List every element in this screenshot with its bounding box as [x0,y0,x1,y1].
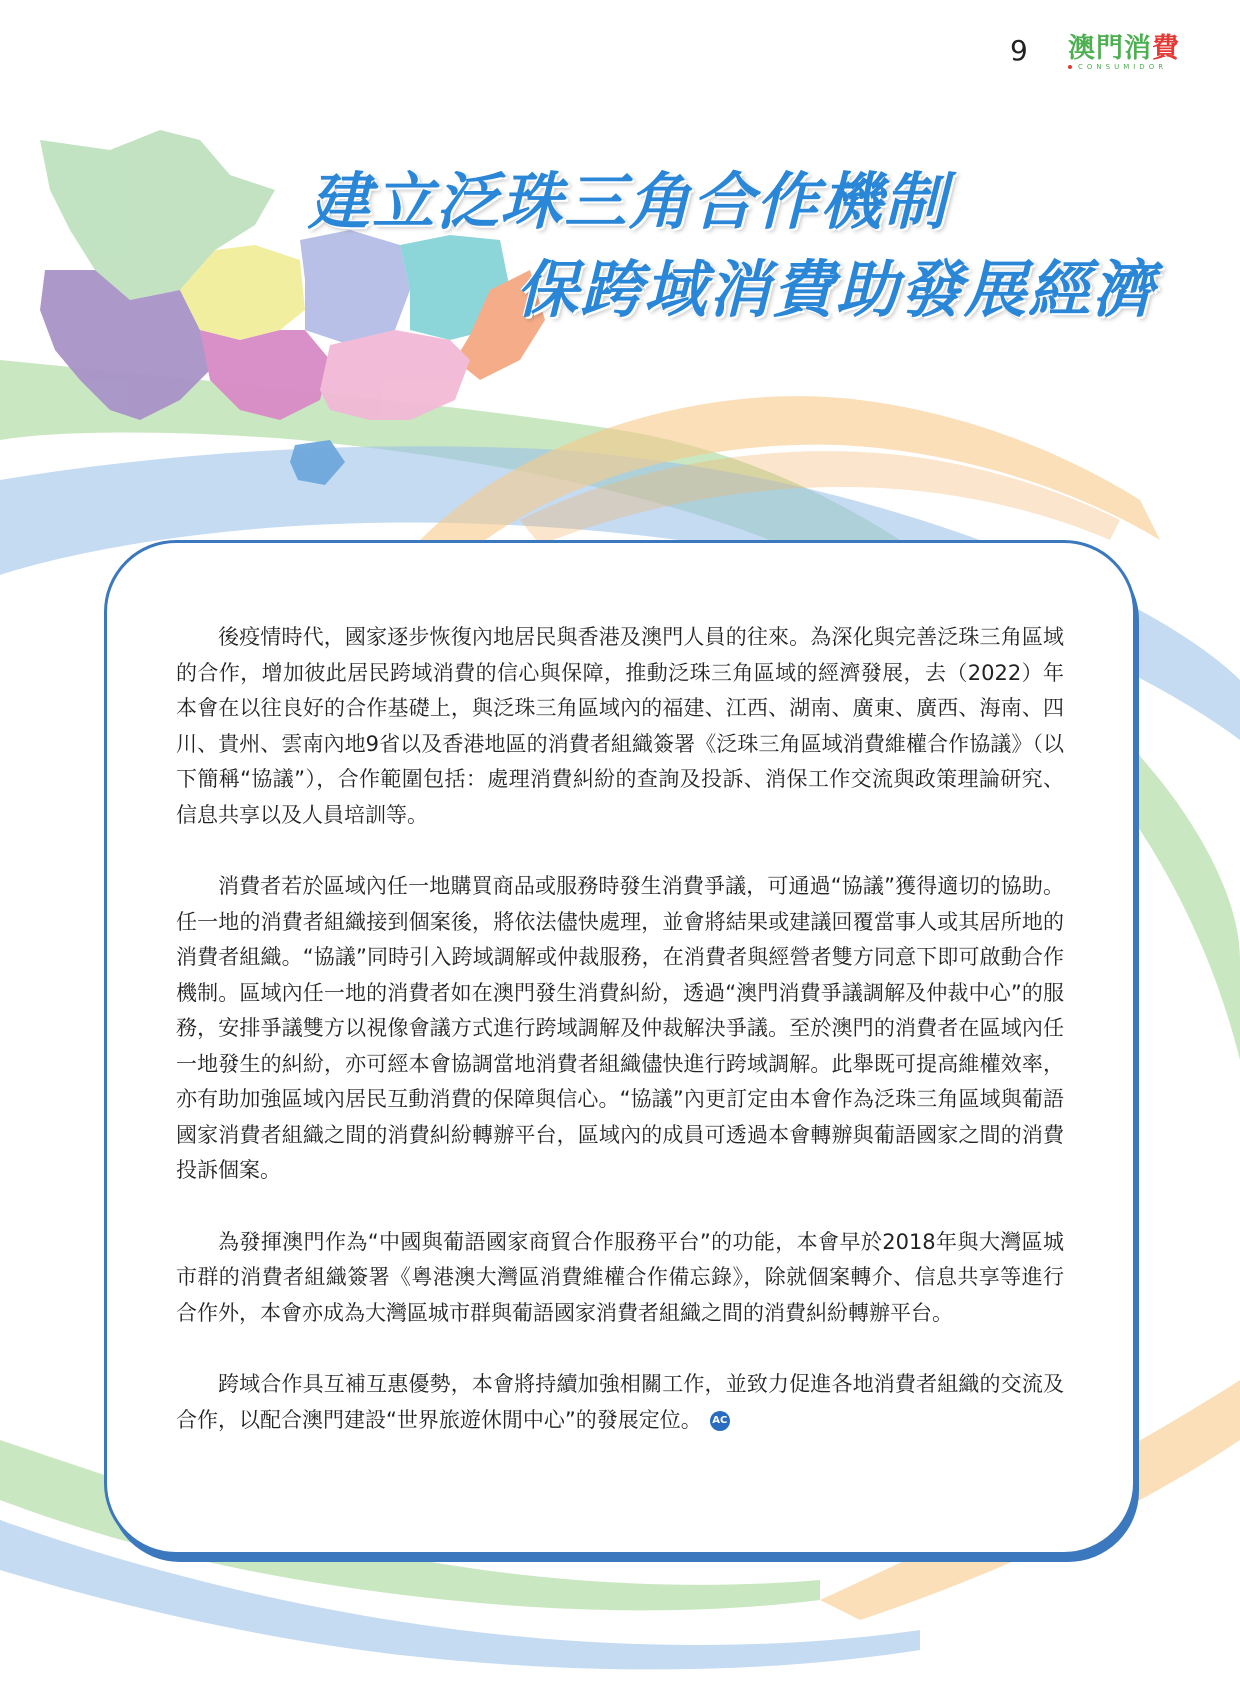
map-region-guangdong [320,330,470,420]
map-region-hunan [300,230,410,345]
article-paragraph-4-text: 跨域合作具互補互惠優勢，本會將持續加強相關工作，並致力促進各地消費者組織的交流及合作，以配合澳門建設“世界旅遊休閒中心”的發展定位。 [176,1372,1064,1432]
article-paragraph-3: 為發揮澳門作為“中國與葡語國家商貿合作服務平台”的功能，本會早於2018年與大灣區城市群的消費者組織簽署《粵港澳大灣區消費維權合作備忘錄》，除就個案轉介、信息共享等進行合作外，本會亦成為大灣區城市群與葡語國家消費者組織之間的消費糾紛轉辦平台。 [176,1229,1064,1325]
article-body [176,620,1064,1474]
logo-title [1068,34,1188,64]
page-number: 9 [1010,34,1028,67]
logo-title-accent: 費 [1152,33,1180,64]
article-paragraph-4 [176,1367,1064,1438]
article-paragraph-2: 消費者若於區域內任一地購買商品或服務時發生消費爭議，可通過“協議”獲得適切的協助。任一地的消費者組織接到個案後，將依法儘快處理，並會將結果或建議回覆當事人或其居所地的消費者組織。“協議”同時引入跨域調解或仲裁服務，在消費者與經營者雙方同意下即可啟動合作機制。區域內任一地的消費者如在澳門發生消費糾紛，透過“澳門消費爭議調解及仲裁中心”的服務，安排爭議雙方以視像會議方式進行跨域調解及仲裁解決爭議。至於澳門的消費者在區域內任一地發生的糾紛，亦可經本會協調當地消費者組織儘快進行跨域調解。此舉既可提高維權效率，亦有助加強區域內居民互動消費的保障與信心。“協議”內更訂定由本會作為泛珠三角區域與葡語國家消費者組織之間的消費糾紛轉辦平台，區域內的成員可透過本會轉辦與葡語國家之間的消費投訴個案。 [176,874,1064,1182]
logo-subtitle: CONSUMIDOR [1068,63,1188,71]
headline-line-1: 建立泛珠三角合作機制 [308,165,949,238]
headline-line-2: 保跨域消費助發展經濟 [516,253,1157,326]
consumidor-logo [1068,34,1188,71]
article-paragraph-1: 後疫情時代，國家逐步恢復內地居民與香港及澳門人員的往來。為深化與完善泛珠三角區域的合作，增加彼此居民跨域消費的信心與保障，推動泛珠三角區域的經濟發展，去（2022）年本會在以往良好的合作基礎上，與泛珠三角區域內的福建、江西、湖南、廣東、廣西、海南、四川、貴州、雲南內地9省以及香港地區的消費者組織簽署《泛珠三角區域消費維權合作協議》（以下簡稱“協議”），合作範圍包括：處理消費糾紛的查詢及投訴、消保工作交流與政策理論研究、信息共享以及人員培訓等。 [176,625,1064,827]
logo-title-main: 澳門消 [1068,33,1152,64]
end-of-article-icon: AC [710,1411,730,1431]
